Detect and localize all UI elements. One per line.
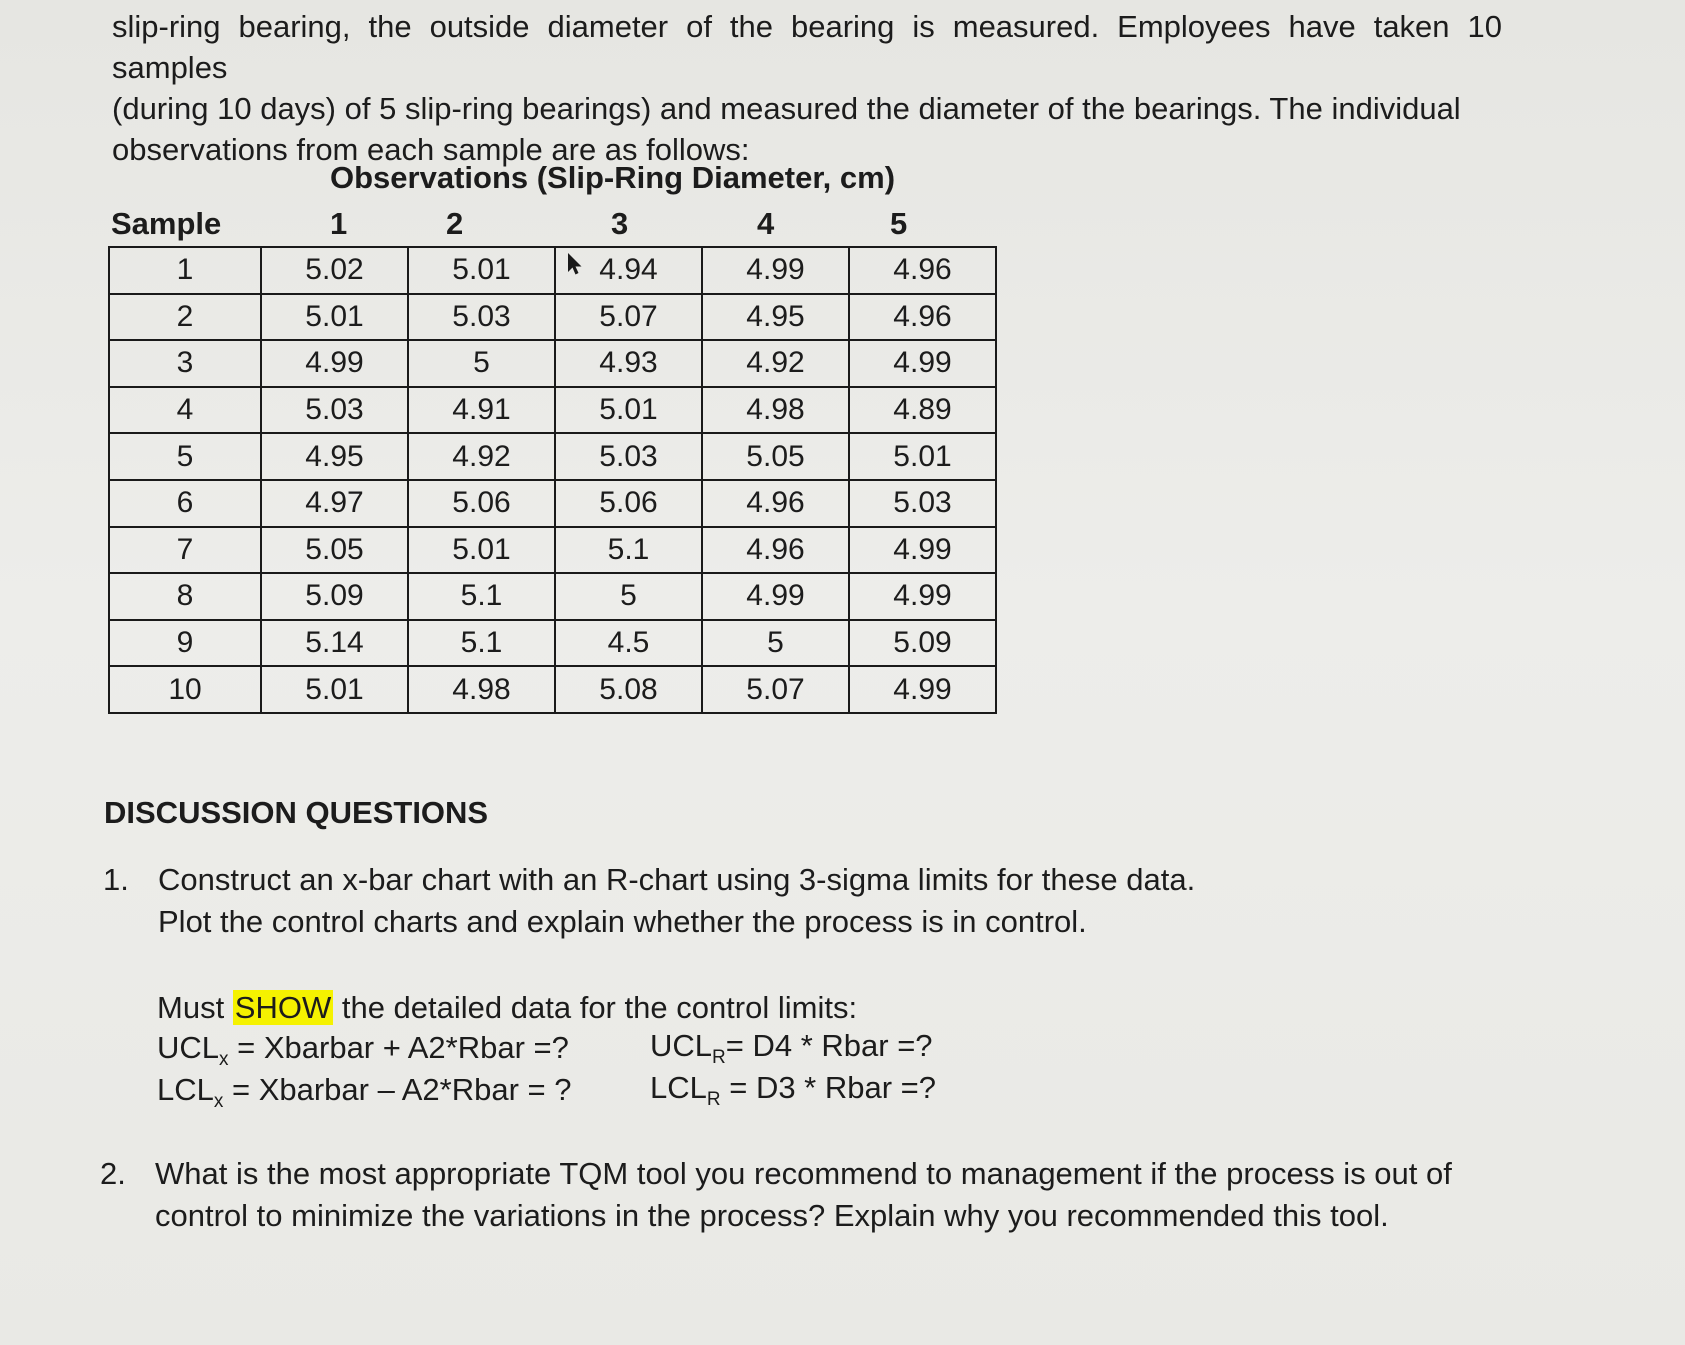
sample-number-cell: 5 bbox=[109, 433, 261, 480]
observation-cell: 5.01 bbox=[849, 433, 996, 480]
table-row bbox=[109, 247, 996, 294]
observation-cell: 5.07 bbox=[702, 666, 849, 713]
observation-cell: 5.1 bbox=[555, 527, 702, 574]
table-row bbox=[109, 573, 996, 620]
formula-label: LCL bbox=[157, 1072, 214, 1107]
table-row bbox=[109, 387, 996, 434]
must-show-instruction bbox=[157, 987, 857, 1029]
observation-cell: 5 bbox=[408, 340, 555, 387]
column-header: 1 bbox=[330, 206, 348, 241]
intro-paragraph bbox=[112, 6, 1502, 170]
lcl-r-formula bbox=[650, 1070, 936, 1111]
observation-cell: 5.06 bbox=[408, 480, 555, 527]
observation-cell: 5.03 bbox=[555, 433, 702, 480]
formula-label: UCL bbox=[157, 1030, 220, 1065]
formula-expression: = D3 * Rbar =? bbox=[720, 1070, 937, 1105]
observation-cell: 5.07 bbox=[555, 294, 702, 341]
sample-header: Sample bbox=[111, 206, 222, 241]
observation-cell: 4.96 bbox=[849, 294, 996, 341]
sample-number-cell: 8 bbox=[109, 573, 261, 620]
observation-cell: 4.96 bbox=[702, 527, 849, 574]
observation-cell: 5 bbox=[702, 620, 849, 667]
observation-cell: 5.01 bbox=[261, 666, 408, 713]
sample-number-cell: 4 bbox=[109, 387, 261, 434]
table-title: Observations (Slip-Ring Diameter, cm) bbox=[330, 160, 896, 195]
formula-expression: = Xbarbar + A2*Rbar =? bbox=[228, 1030, 569, 1065]
column-header: 2 bbox=[446, 206, 464, 241]
formula-subscript: R bbox=[712, 1047, 726, 1069]
observation-cell: 5.06 bbox=[555, 480, 702, 527]
question-2-line-2: control to minimize the variations in the process? Explain why you recommended this tool. bbox=[155, 1198, 1389, 1233]
observation-cell: 4.99 bbox=[849, 573, 996, 620]
observations-table bbox=[108, 246, 997, 714]
column-header: 5 bbox=[890, 206, 908, 241]
mouse-pointer-icon bbox=[566, 252, 584, 276]
sample-number-cell: 10 bbox=[109, 666, 261, 713]
observation-cell: 4.98 bbox=[702, 387, 849, 434]
table-row bbox=[109, 620, 996, 667]
observation-cell: 5 bbox=[555, 573, 702, 620]
question-1-line-1: Construct an x-bar chart with an R-chart using 3-sigma limits for these data. bbox=[158, 862, 1196, 897]
observation-cell: 4.92 bbox=[408, 433, 555, 480]
observation-cell: 4.96 bbox=[702, 480, 849, 527]
highlighted-word: SHOW bbox=[234, 990, 332, 1025]
observation-cell: 4.99 bbox=[849, 340, 996, 387]
table-row bbox=[109, 527, 996, 574]
must-suffix: the detailed data for the control limits: bbox=[333, 990, 858, 1025]
sample-number-cell: 7 bbox=[109, 527, 261, 574]
observation-cell: 4.5 bbox=[555, 620, 702, 667]
question-number: 1. bbox=[103, 862, 129, 897]
observation-cell: 5.03 bbox=[849, 480, 996, 527]
table-row bbox=[109, 294, 996, 341]
observation-cell: 5.14 bbox=[261, 620, 408, 667]
observation-cell: 5.03 bbox=[408, 294, 555, 341]
table-row bbox=[109, 433, 996, 480]
column-header: 4 bbox=[757, 206, 775, 241]
observation-cell: 4.93 bbox=[555, 340, 702, 387]
observation-cell: 5.1 bbox=[408, 573, 555, 620]
observation-cell: 4.99 bbox=[849, 527, 996, 574]
intro-line-1: slip-ring bearing, the outside diameter of the bearing is measured. Employees have taken 10 samples bbox=[112, 9, 1502, 85]
observation-cell: 5.08 bbox=[555, 666, 702, 713]
intro-line-2: (during 10 days) of 5 slip-ring bearings) and measured the diameter of the bearings. The individual bbox=[112, 91, 1461, 126]
observation-cell: 4.99 bbox=[849, 666, 996, 713]
observation-cell: 5.05 bbox=[261, 527, 408, 574]
sample-number-cell: 6 bbox=[109, 480, 261, 527]
observation-cell: 5.01 bbox=[408, 247, 555, 294]
observation-cell: 4.95 bbox=[261, 433, 408, 480]
ucl-x-formula bbox=[157, 1030, 569, 1071]
intro-line-3: observations from each sample are as follows: bbox=[112, 132, 750, 167]
observation-cell: 4.94 bbox=[555, 247, 702, 294]
formula-subscript: x bbox=[213, 1091, 224, 1113]
table-column-headers bbox=[108, 206, 993, 246]
lcl-x-formula bbox=[157, 1072, 572, 1113]
observation-cell: 5.1 bbox=[408, 620, 555, 667]
observation-cell: 4.98 bbox=[408, 666, 555, 713]
observation-cell: 5.09 bbox=[261, 573, 408, 620]
observation-cell: 4.91 bbox=[408, 387, 555, 434]
formula-expression: = Xbarbar – A2*Rbar = ? bbox=[223, 1072, 572, 1107]
observation-cell: 4.96 bbox=[849, 247, 996, 294]
sample-number-cell: 2 bbox=[109, 294, 261, 341]
formula-subscript: R bbox=[706, 1089, 721, 1111]
ucl-r-formula bbox=[650, 1028, 933, 1069]
observation-cell: 4.99 bbox=[702, 573, 849, 620]
formula-label: UCL bbox=[650, 1028, 713, 1063]
question-2-line-1: What is the most appropriate TQM tool you recommend to management if the process is out of bbox=[155, 1156, 1452, 1191]
column-header: 3 bbox=[611, 206, 629, 241]
observation-cell: 5.05 bbox=[702, 433, 849, 480]
formula-subscript: x bbox=[219, 1049, 229, 1071]
observation-cell: 5.01 bbox=[555, 387, 702, 434]
observation-cell: 5.01 bbox=[261, 294, 408, 341]
observation-cell: 4.95 bbox=[702, 294, 849, 341]
table-row bbox=[109, 666, 996, 713]
sample-number-cell: 3 bbox=[109, 340, 261, 387]
observation-cell: 4.97 bbox=[261, 480, 408, 527]
observation-cell: 4.99 bbox=[702, 247, 849, 294]
observation-cell: 5.09 bbox=[849, 620, 996, 667]
question-number: 2. bbox=[100, 1156, 126, 1191]
observation-cell: 5.01 bbox=[408, 527, 555, 574]
sample-number-cell: 9 bbox=[109, 620, 261, 667]
formula-label: LCL bbox=[650, 1070, 707, 1105]
observation-cell: 4.89 bbox=[849, 387, 996, 434]
formula-expression: = D4 * Rbar =? bbox=[725, 1028, 933, 1063]
observation-cell: 5.03 bbox=[261, 387, 408, 434]
must-prefix: Must bbox=[157, 990, 233, 1025]
observation-cell: 5.02 bbox=[261, 247, 408, 294]
table-row bbox=[109, 480, 996, 527]
observation-cell: 4.92 bbox=[702, 340, 849, 387]
observation-cell: 4.99 bbox=[261, 340, 408, 387]
sample-number-cell: 1 bbox=[109, 247, 261, 294]
discussion-title: DISCUSSION QUESTIONS bbox=[104, 795, 489, 830]
question-1-line-2: Plot the control charts and explain whether the process is in control. bbox=[158, 904, 1087, 939]
table-row bbox=[109, 340, 996, 387]
